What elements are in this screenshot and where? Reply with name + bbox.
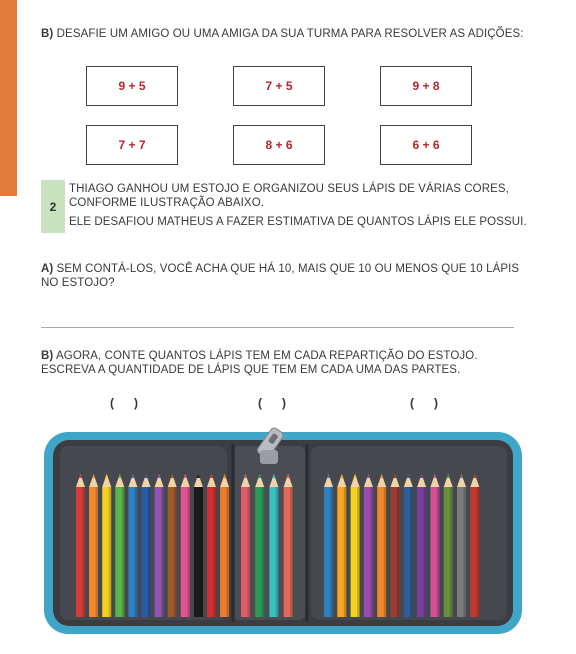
question-number-badge: 2 [41,180,65,233]
question-2-line-3: ELE DESAFIOU MATHEUS A FAZER ESTIMATIVA DE QUANTOS LÁPIS ELE POSSUI. [69,216,527,228]
pencil [377,474,386,617]
part-b2-line-2: ESCREVA A QUANTIDADE DE LÁPIS QUE TEM EM CADA UMA DAS PARTES. [41,364,461,376]
pencil [444,474,453,617]
pencil [391,474,400,617]
pencil [220,474,229,617]
question-2-line-1: THIAGO GANHOU UM ESTOJO E ORGANIZOU SEUS LÁPIS DE VÁRIAS CORES, [69,183,509,195]
pencil [115,474,124,617]
pencil [128,474,137,617]
pencil [417,474,426,617]
zipper-slider [260,450,278,464]
pencil [364,474,373,617]
question-2-line-2: CONFORME ILUSTRAÇÃO ABAIXO. [69,197,265,209]
answer-blank: ( ) [410,396,438,410]
pencil [324,474,333,617]
sum-box: 7 + 5 [233,66,325,106]
answer-blank: ( ) [258,396,286,410]
part-label: B) [41,28,54,40]
pencil [404,474,413,617]
pencil [337,474,346,617]
part-a-line-2: NO ESTOJO? [41,277,115,289]
pencil [76,474,85,617]
sum-box: 7 + 7 [86,125,178,165]
pencil [207,474,216,617]
part-a-text: SEM CONTÁ-LOS, VOCÊ ACHA QUE HÁ 10, MAIS QUE 10 OU MENOS QUE 10 LÁPIS [56,263,520,275]
pencil [241,474,250,617]
pencil [89,474,98,617]
pencil [194,474,203,617]
part-b2-text: AGORA, CONTE QUANTOS LÁPIS TEM EM CADA REPARTIÇÃO DO ESTOJO. [56,350,478,362]
pencil [181,474,190,617]
sum-box: 8 + 6 [233,125,325,165]
pencil [269,474,278,617]
sum-box: 9 + 5 [86,66,178,106]
pencil [168,474,177,617]
answer-blank: ( ) [110,396,138,410]
part-label: A) [41,263,54,275]
pencil [284,474,293,617]
pencil [430,474,439,617]
pencil [102,474,111,617]
sum-box: 9 + 8 [380,66,472,106]
pencils [76,474,479,617]
part-label: B) [41,350,54,362]
instruction-text: DESAFIE UM AMIGO OU UMA AMIGA DA SUA TURMA PARA RESOLVER AS ADIÇÕES: [56,28,524,40]
pencil [351,474,360,617]
pencil [470,474,479,617]
sum-box: 6 + 6 [380,125,472,165]
pencil [155,474,164,617]
pencil [457,474,466,617]
pencil [255,474,264,617]
pencil [142,474,151,617]
